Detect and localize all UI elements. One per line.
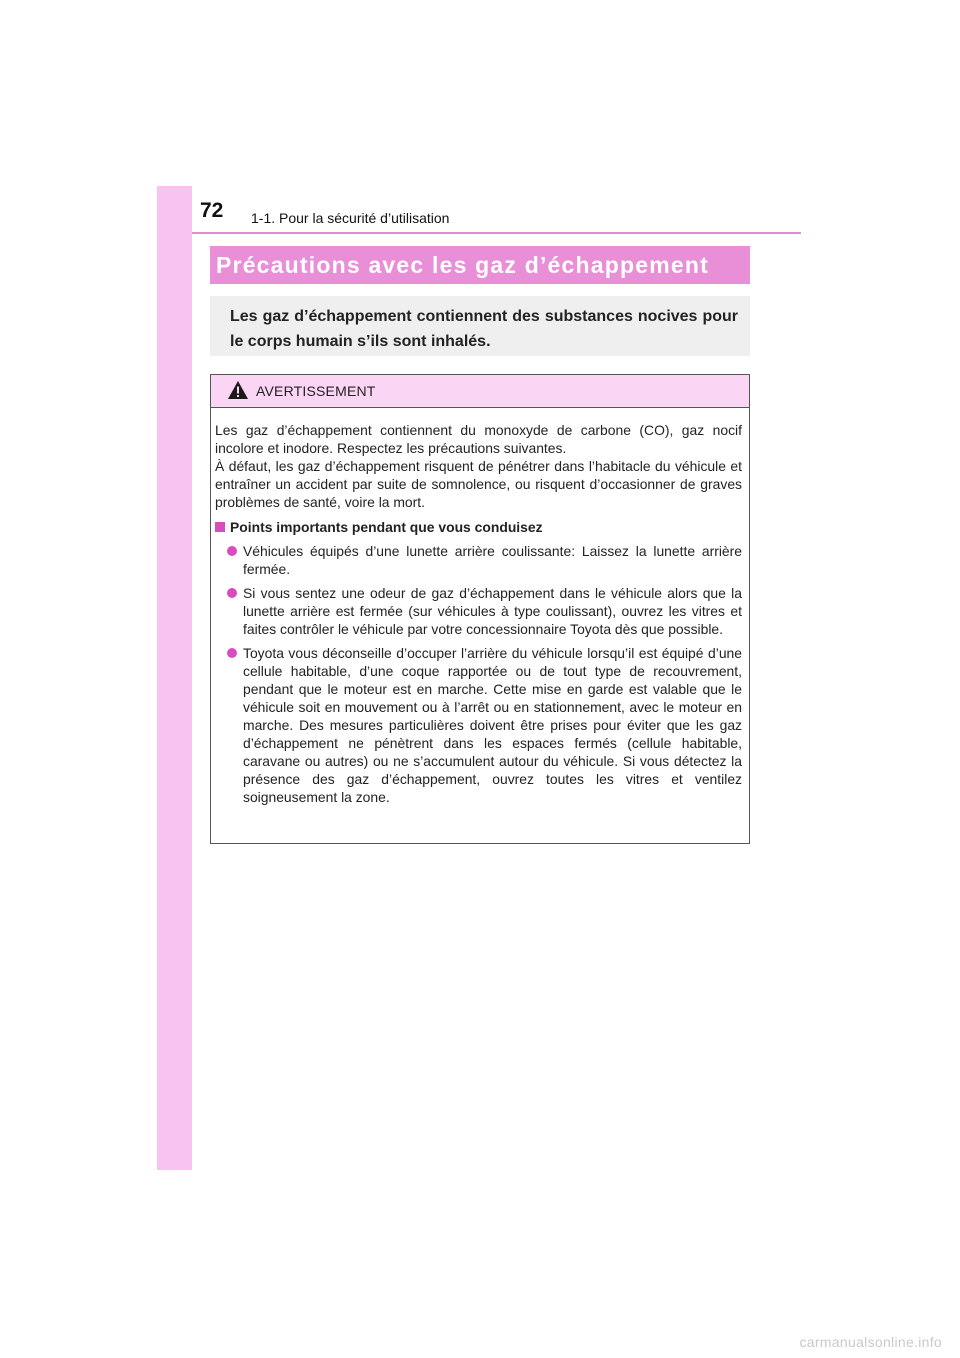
- warning-paragraph: Les gaz d’échappement contiennent du monoxyde de carbone (CO), gaz nocif incolore et inodore. Respectez les précautions suivantes.: [215, 422, 742, 456]
- bullet-text: Si vous sentez une odeur de gaz d’échappement dans le véhicule alors que la lunette arrière est fermée (sur véhicules à type coulissant), ouvrez les vitres et faites contrôler le véhicule par votre concessionnaire Toyota dès que possible.: [243, 585, 742, 637]
- intro-text: Les gaz d’échappement contiennent des substances nocives pour le corps humain s’ils sont inhalés.: [230, 308, 738, 350]
- watermark: carmanualsonline.info: [799, 1334, 942, 1350]
- header-rule: [192, 232, 801, 234]
- warning-box: [210, 374, 750, 844]
- warning-body: [211, 408, 749, 806]
- circle-bullet-icon: [227, 546, 237, 556]
- circle-bullet-icon: [227, 588, 237, 598]
- bullet-item: [215, 584, 742, 638]
- page-number: 72: [200, 199, 224, 222]
- square-bullet-icon: [215, 522, 225, 532]
- circle-bullet-icon: [227, 648, 237, 658]
- bullet-text: Véhicules équipés d’une lunette arrière coulissante: Laissez la lunette arrière fermée.: [243, 543, 742, 577]
- warning-triangle-icon: [227, 380, 249, 400]
- side-tab-band: [157, 186, 192, 1170]
- intro-box: [210, 296, 750, 356]
- bullet-item: [215, 542, 742, 578]
- warning-header: [211, 375, 749, 408]
- section-title: Précautions avec les gaz d’échappement: [216, 251, 709, 278]
- chapter-title: 1-1. Pour la sécurité d’utilisation: [251, 210, 450, 226]
- section-title-banner: [210, 246, 750, 284]
- bullet-text: Toyota vous déconseille d’occuper l’arrière du véhicule lorsqu’il est équipé d’une cellule habitable, d’une coque rapportée ou de tout type de recouvrement, pendant que le moteur est en marche. Cette mise en garde est valable que le véhicule soit en mouvement ou à l’arrêt ou en stationnement, avec le moteur en marche. Des mesures particulières doivent être prises pour éviter que les gaz d’échappement ne pénètrent dans les espaces fermés (cellule habitable, caravane ou autres) ou ne s’accumulent autour du véhicule. Si vous détectez la présence des gaz d’échappement, ouvrez toutes les vitres et ventilez soigneusement la zone.: [243, 645, 742, 805]
- bullet-item: [215, 644, 742, 806]
- warning-subheading: [215, 518, 742, 536]
- warning-paragraph: À défaut, les gaz d’échappement risquent de pénétrer dans l’habitacle du véhicule et entraîner un accident par suite de somnolence, ou risquent d’occasionner de graves problèmes de santé, voire la mort.: [215, 458, 742, 510]
- subheading-text: Points importants pendant que vous conduisez: [230, 519, 543, 535]
- warning-label: AVERTISSEMENT: [256, 383, 376, 399]
